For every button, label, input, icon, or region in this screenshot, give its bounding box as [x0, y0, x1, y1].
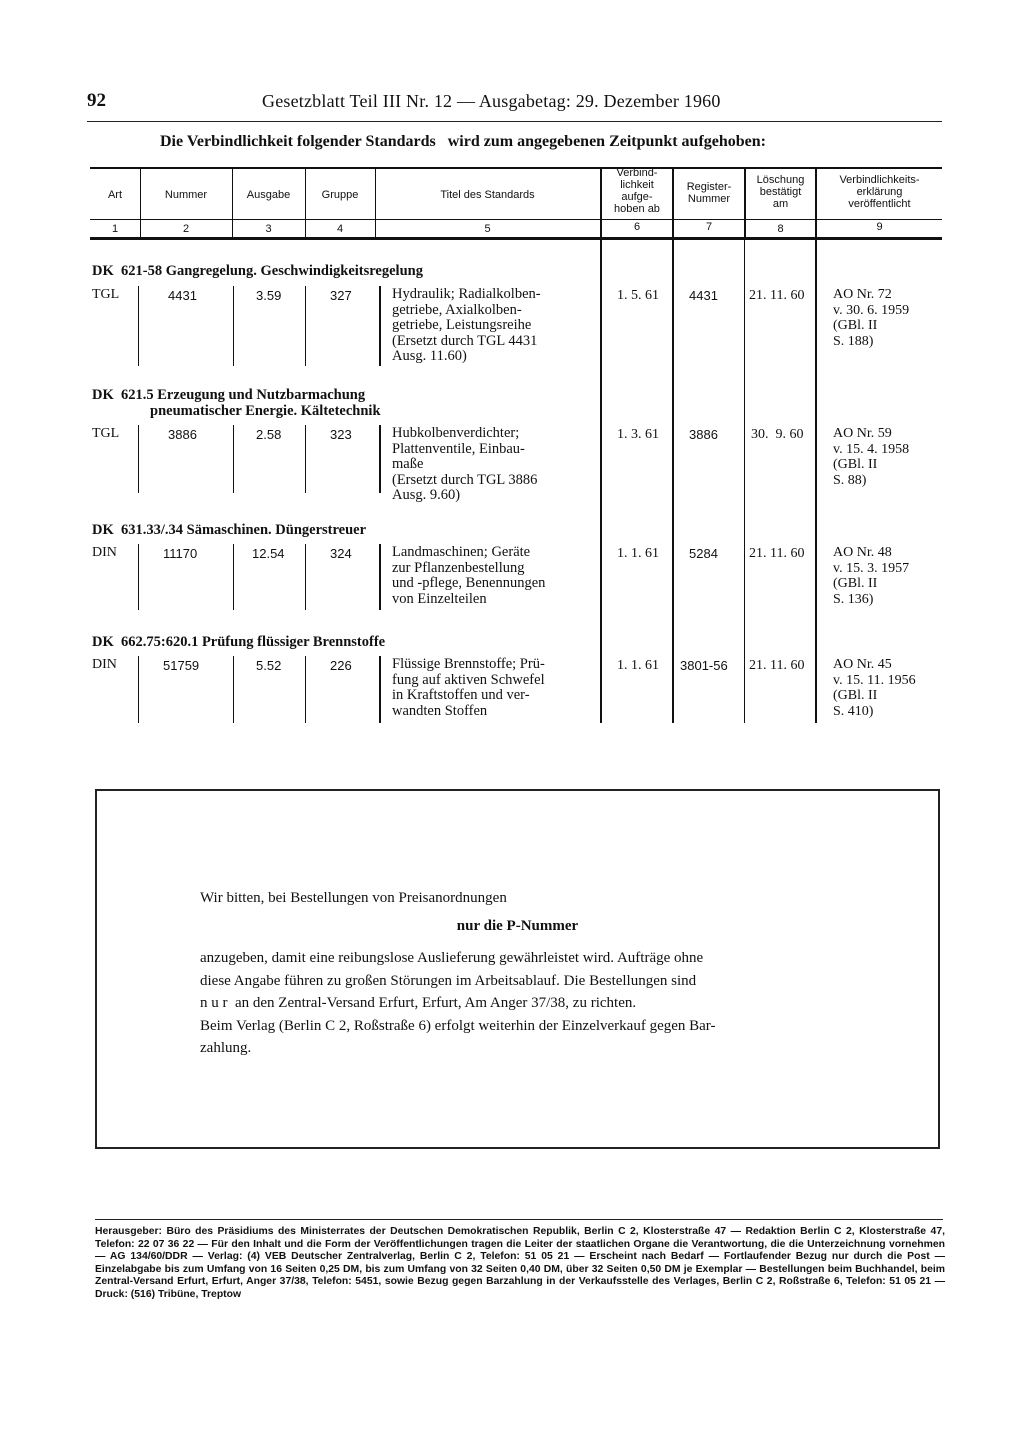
- cell-art: DIN: [92, 657, 117, 672]
- row-divider: [138, 656, 139, 723]
- col-num: 1: [111, 223, 119, 235]
- col-num: 9: [876, 221, 883, 233]
- dk-section-title: DK 631.33/.34 Sämaschinen. Düngerstreuer: [92, 522, 367, 538]
- notice-emphasis: nur die P-Nummer: [456, 918, 579, 934]
- notice-text: anzugeben, damit eine reibungslose Auslieferung gewährleistet wird. Aufträge ohne: [200, 950, 704, 966]
- header-divider: [87, 121, 942, 122]
- cell-ausgabe: 3.59: [256, 288, 282, 303]
- notice-text: zahlung.: [200, 1040, 252, 1056]
- cell-gruppe: 323: [330, 427, 352, 442]
- col-num: 3: [265, 223, 272, 235]
- cell-titel: Hubkolbenverdichter; Plattenventile, Einbau- maße (Ersetzt durch TGL 3886 Ausg. 9.60): [392, 425, 538, 503]
- cell-ausgabe: 2.58: [256, 427, 282, 442]
- cell-gruppe: 327: [330, 288, 352, 303]
- row-divider: [233, 286, 234, 366]
- col-num: 5: [484, 223, 491, 235]
- col-num: 2: [182, 223, 190, 235]
- cell-aufgehoben: 1. 5. 61: [617, 288, 659, 303]
- row-divider: [233, 656, 234, 723]
- cell-veroeffentlicht: AO Nr. 59 v. 15. 4. 1958 (GBl. II S. 88): [833, 426, 910, 488]
- cell-gruppe: 226: [330, 658, 352, 673]
- col-divider: [744, 240, 745, 723]
- imprint-text: Herausgeber: Büro des Präsidiums des Ministerrates der Deutschen Demokratischen Republik, Berlin C 2, Klosterstraße 47 — Redaktion Berlin C 2, Klosterstraße 47, Telefon: 22 07 36 22 — Für den Inhalt und die Form der Veröffentlichungen tragen die Leiter der staatlichen Organe die Verantwortung, die die Unterzeichnung vornehmen — AG 134/60/DDR — Verlag: (4) VEB Deutscher Zentralverlag, Berlin C 2, Telefon: 51 05 21 — Erscheint nach Bedarf — Fortlaufender Bezug nur durch die Post — Einzelabgabe bis zum Umfang von 16 Seiten 0,25 DM, bis zum Umfang von 32 Seiten 0,40 DM, über 32 Seiten 0,50 DM je Exemplar — Bestellungen beim Buchhandel, beim Zentral-Versand Erfurt, Erfurt, Anger 37/38, Telefon: 5451, sowie Bezug gegen Barzahlung in der Verkaufsstelle des Verlages, Berlin C 2, Roßstraße 6, Telefon: 51 05 21 — Druck: (516) Tribüne, Treptow: [95, 1226, 945, 1300]
- dk-section-title: DK 621-58 Gangregelung. Geschwindigkeitsregelung: [92, 263, 423, 279]
- cell-loeschung: 21. 11. 60: [749, 288, 805, 303]
- row-divider: [379, 544, 381, 610]
- row-divider: [379, 425, 381, 493]
- cell-loeschung: 30. 9. 60: [751, 427, 804, 442]
- cell-veroeffentlicht: AO Nr. 72 v. 30. 6. 1959 (GBl. II S. 188): [833, 287, 910, 349]
- col-num: 4: [336, 223, 344, 235]
- row-divider: [305, 286, 306, 366]
- row-divider: [233, 544, 234, 610]
- row-divider: [305, 544, 306, 610]
- cell-aufgehoben: 1. 3. 61: [617, 427, 659, 442]
- cell-veroeffentlicht: AO Nr. 48 v. 15. 3. 1957 (GBl. II S. 136): [833, 545, 910, 607]
- row-divider: [305, 425, 306, 493]
- cell-register: 3886: [689, 427, 718, 442]
- col-head-veroeffentlicht: Verbindlichkeits- erklärung veröffentlicht: [839, 174, 920, 210]
- running-head: Gesetzblatt Teil III Nr. 12 — Ausgabetag: 29. Dezember 1960: [262, 91, 721, 111]
- col-num: 8: [777, 223, 784, 235]
- col-num: 6: [633, 221, 641, 233]
- cell-aufgehoben: 1. 1. 61: [617, 546, 659, 561]
- cell-nummer: 4431: [168, 288, 197, 303]
- row-divider: [305, 656, 306, 723]
- page-number: 92: [87, 90, 106, 111]
- cell-gruppe: 324: [330, 546, 352, 561]
- dk-section-title: DK 621.5 Erzeugung und Nutzbarmachung pneumatischer Energie. Kältetechnik: [92, 387, 381, 419]
- notice-text: Beim Verlag (Berlin C 2, Roßstraße 6) erfolgt weiterhin der Einzelverkauf gegen Bar-: [200, 1018, 716, 1034]
- cell-ausgabe: 5.52: [256, 658, 282, 673]
- col-num: 7: [705, 221, 713, 233]
- row-divider: [233, 425, 234, 493]
- cell-register: 4431: [689, 288, 718, 303]
- notice-text: diese Angabe führen zu großen Störungen im Arbeitsablauf. Die Bestellungen sind: [200, 973, 697, 989]
- cell-veroeffentlicht: AO Nr. 45 v. 15. 11. 1956 (GBl. II S. 410): [833, 657, 916, 719]
- footer-divider: [95, 1219, 943, 1220]
- cell-ausgabe: 12.54: [252, 546, 285, 561]
- notice-text: n u r an den Zentral-Versand Erfurt, Erfurt, Am Anger 37/38, zu richten.: [200, 995, 637, 1011]
- cell-nummer: 11170: [163, 546, 198, 561]
- row-divider: [379, 656, 381, 723]
- cell-nummer: 3886: [168, 427, 197, 442]
- col-head-ausgabe: Ausgabe: [246, 189, 291, 201]
- cell-register: 3801-56: [680, 658, 728, 673]
- row-divider: [138, 286, 139, 366]
- cell-titel: Flüssige Brennstoffe; Prü- fung auf aktiven Schwefel in Kraftstoffen und ver- wandten Stoffen: [392, 656, 545, 719]
- col-head-art: Art: [107, 189, 123, 201]
- cell-art: TGL: [92, 426, 120, 441]
- cell-art: TGL: [92, 287, 120, 302]
- cell-titel: Landmaschinen; Geräte zur Pflanzenbestellung und -pflege, Benennungen von Einzelteilen: [392, 544, 546, 607]
- cell-art: DIN: [92, 545, 117, 560]
- dk-section-title: DK 662.75:620.1 Prüfung flüssiger Brennstoffe: [92, 634, 386, 650]
- col-head-gruppe: Gruppe: [321, 189, 359, 201]
- col-head-loeschung: Löschung bestätigt am: [756, 174, 805, 210]
- cell-aufgehoben: 1. 1. 61: [617, 658, 659, 673]
- col-head-register: Register- Nummer: [686, 181, 732, 205]
- col-head-nummer: Nummer: [164, 189, 208, 201]
- col-divider: [815, 240, 817, 723]
- cell-register: 5284: [689, 546, 718, 561]
- notice-text-intro: Wir bitten, bei Bestellungen von Preisanordnungen: [200, 890, 507, 906]
- row-divider: [379, 286, 381, 366]
- imprint: [95, 1226, 945, 1301]
- col-head-aufgehoben: Verbind- lichkeit aufge- hoben ab: [614, 167, 660, 215]
- row-divider: [138, 544, 139, 610]
- col-head-titel: Titel des Standards: [440, 189, 535, 201]
- col-divider: [672, 240, 674, 723]
- cell-nummer: 51759: [163, 658, 200, 673]
- cell-titel: Hydraulik; Radialkolben- getriebe, Axialkolben- getriebe, Leistungsreihe (Ersetzt durch TGL 4431 Ausg. 11.60): [392, 286, 541, 364]
- cell-loeschung: 21. 11. 60: [749, 546, 805, 561]
- row-divider: [138, 425, 139, 493]
- cell-loeschung: 21. 11. 60: [749, 658, 805, 673]
- table-heading: Die Verbindlichkeit folgender Standards wird zum angegebenen Zeitpunkt aufgehoben:: [160, 133, 766, 150]
- notice-box: [95, 789, 940, 1149]
